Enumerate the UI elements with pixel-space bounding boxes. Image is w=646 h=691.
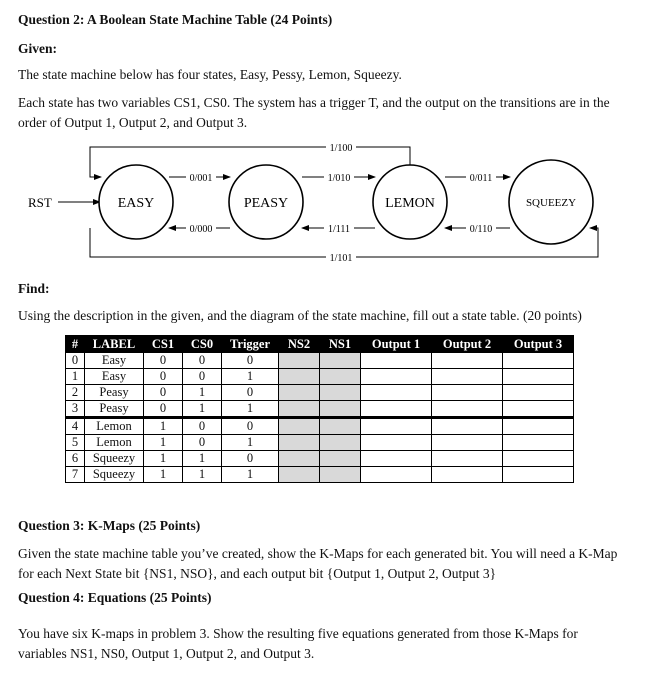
next-state-cell: [279, 418, 320, 435]
q2-paragraph-1: The state machine below has four states, Easy, Pessy, Lemon, Squeezy.: [18, 67, 402, 82]
table-cell: 1: [66, 369, 85, 385]
table-row: [66, 418, 574, 435]
table-row: [66, 401, 574, 418]
output-cell: [432, 353, 503, 369]
table-cell: Squeezy: [85, 467, 144, 483]
q2-given-label: Given:: [18, 41, 57, 56]
output-cell: [361, 467, 432, 483]
table-row: [66, 385, 574, 401]
output-cell: [361, 451, 432, 467]
output-cell: [503, 385, 574, 401]
next-state-cell: [279, 353, 320, 369]
table-cell: 0: [222, 385, 279, 401]
table-cell: 0: [183, 353, 222, 369]
table-cell: 7: [66, 467, 85, 483]
q2-heading: Question 2: A Boolean State Machine Table (24 Points): [18, 12, 333, 27]
table-cell: 5: [66, 435, 85, 451]
table-cell: 6: [66, 451, 85, 467]
transition-label: 1/100: [329, 143, 353, 154]
output-cell: [361, 369, 432, 385]
output-cell: [503, 369, 574, 385]
output-cell: [432, 369, 503, 385]
output-cell: [503, 401, 574, 418]
state-easy-label: EASY: [117, 196, 155, 211]
table-cell: 4: [66, 418, 85, 435]
find-text: Using the description in the given, and the diagram of the state machine, fill out a state table. (20 points): [18, 308, 582, 323]
transition-label: 0/011: [469, 173, 493, 184]
table-cell: 0: [144, 353, 183, 369]
table-cell: 0: [222, 418, 279, 435]
col-header: Output 1: [361, 336, 432, 353]
table-cell: 1: [183, 401, 222, 418]
table-cell: Lemon: [85, 418, 144, 435]
table-row: [66, 353, 574, 369]
state-peasy-label: PEASY: [243, 196, 289, 211]
col-header: LABEL: [85, 336, 144, 353]
reset-label: RST: [28, 195, 52, 210]
next-state-cell: [320, 401, 361, 418]
col-header: Trigger: [222, 336, 279, 353]
table-row: [66, 435, 574, 451]
table-cell: 0: [183, 369, 222, 385]
next-state-cell: [320, 369, 361, 385]
table-row: [66, 451, 574, 467]
output-cell: [361, 418, 432, 435]
next-state-cell: [279, 451, 320, 467]
next-state-cell: [279, 385, 320, 401]
table-cell: 1: [144, 418, 183, 435]
output-cell: [361, 385, 432, 401]
q4-heading: Question 4: Equations (25 Points): [18, 590, 212, 605]
transition-label: 1/010: [327, 173, 351, 184]
table-cell: 1: [144, 467, 183, 483]
output-cell: [503, 353, 574, 369]
table-row: [66, 369, 574, 385]
table-cell: 1: [222, 369, 279, 385]
table-cell: 3: [66, 401, 85, 418]
table-cell: 1: [222, 435, 279, 451]
next-state-cell: [320, 385, 361, 401]
output-cell: [503, 418, 574, 435]
next-state-cell: [279, 467, 320, 483]
q4-text: You have six K-maps in problem 3. Show the resulting five equations generated from those K-Maps for variables NS1, NS0, Output 1, Output 2, and Output 3.: [18, 626, 578, 661]
output-cell: [432, 435, 503, 451]
find-label: Find:: [18, 281, 50, 296]
col-header: NS1: [320, 336, 361, 353]
output-cell: [503, 467, 574, 483]
table-cell: Peasy: [85, 385, 144, 401]
table-row: [66, 467, 574, 483]
output-cell: [432, 401, 503, 418]
col-header: CS1: [144, 336, 183, 353]
table-cell: 1: [183, 467, 222, 483]
q2-paragraph-2: Each state has two variables CS1, CS0. The system has a trigger T, and the output on the transitions are in the order of Output 1, Output 2, and Output 3.: [18, 95, 610, 130]
table-cell: 1: [144, 435, 183, 451]
output-cell: [361, 353, 432, 369]
output-cell: [432, 385, 503, 401]
table-cell: Squeezy: [85, 451, 144, 467]
q3-text: Given the state machine table you’ve created, show the K-Maps for each generated bit. You will need a K-Map for each Next State bit {NS1, NSO}, and each output bit {Output 1, Output 2, Output 3}: [18, 546, 618, 581]
next-state-cell: [279, 435, 320, 451]
state-lemon-label: LEMON: [385, 196, 435, 211]
table-cell: 0: [222, 451, 279, 467]
output-cell: [432, 467, 503, 483]
table-cell: 0: [222, 353, 279, 369]
table-header-row: [66, 336, 574, 353]
table-cell: Lemon: [85, 435, 144, 451]
output-cell: [361, 435, 432, 451]
next-state-cell: [320, 353, 361, 369]
next-state-cell: [279, 369, 320, 385]
output-cell: [432, 418, 503, 435]
table-cell: 0: [66, 353, 85, 369]
state-table: [65, 335, 574, 483]
q3-heading: Question 3: K-Maps (25 Points): [18, 518, 201, 533]
transition-label: 1/101: [329, 253, 353, 264]
table-cell: Easy: [85, 353, 144, 369]
state-squeezy-label: SQUEEZY: [525, 197, 577, 209]
col-header: NS2: [279, 336, 320, 353]
output-cell: [503, 451, 574, 467]
table-cell: 1: [222, 401, 279, 418]
output-cell: [503, 435, 574, 451]
table-cell: 1: [183, 385, 222, 401]
table-cell: 0: [144, 401, 183, 418]
table-cell: 1: [183, 451, 222, 467]
transition-label: 0/001: [189, 173, 213, 184]
transition-label: 0/000: [189, 224, 213, 235]
table-cell: Peasy: [85, 401, 144, 418]
transition-label: 0/110: [469, 224, 493, 235]
next-state-cell: [279, 401, 320, 418]
next-state-cell: [320, 451, 361, 467]
table-cell: 1: [144, 451, 183, 467]
table-cell: 1: [222, 467, 279, 483]
output-cell: [361, 401, 432, 418]
col-header: Output 2: [432, 336, 503, 353]
table-cell: 2: [66, 385, 85, 401]
table-cell: 0: [183, 418, 222, 435]
table-cell: 0: [144, 385, 183, 401]
next-state-cell: [320, 435, 361, 451]
table-cell: 0: [183, 435, 222, 451]
col-header: CS0: [183, 336, 222, 353]
transition-label: 1/111: [327, 224, 351, 235]
table-cell: Easy: [85, 369, 144, 385]
col-header: #: [66, 336, 85, 353]
table-cell: 0: [144, 369, 183, 385]
output-cell: [432, 451, 503, 467]
next-state-cell: [320, 467, 361, 483]
next-state-cell: [320, 418, 361, 435]
col-header: Output 3: [503, 336, 574, 353]
